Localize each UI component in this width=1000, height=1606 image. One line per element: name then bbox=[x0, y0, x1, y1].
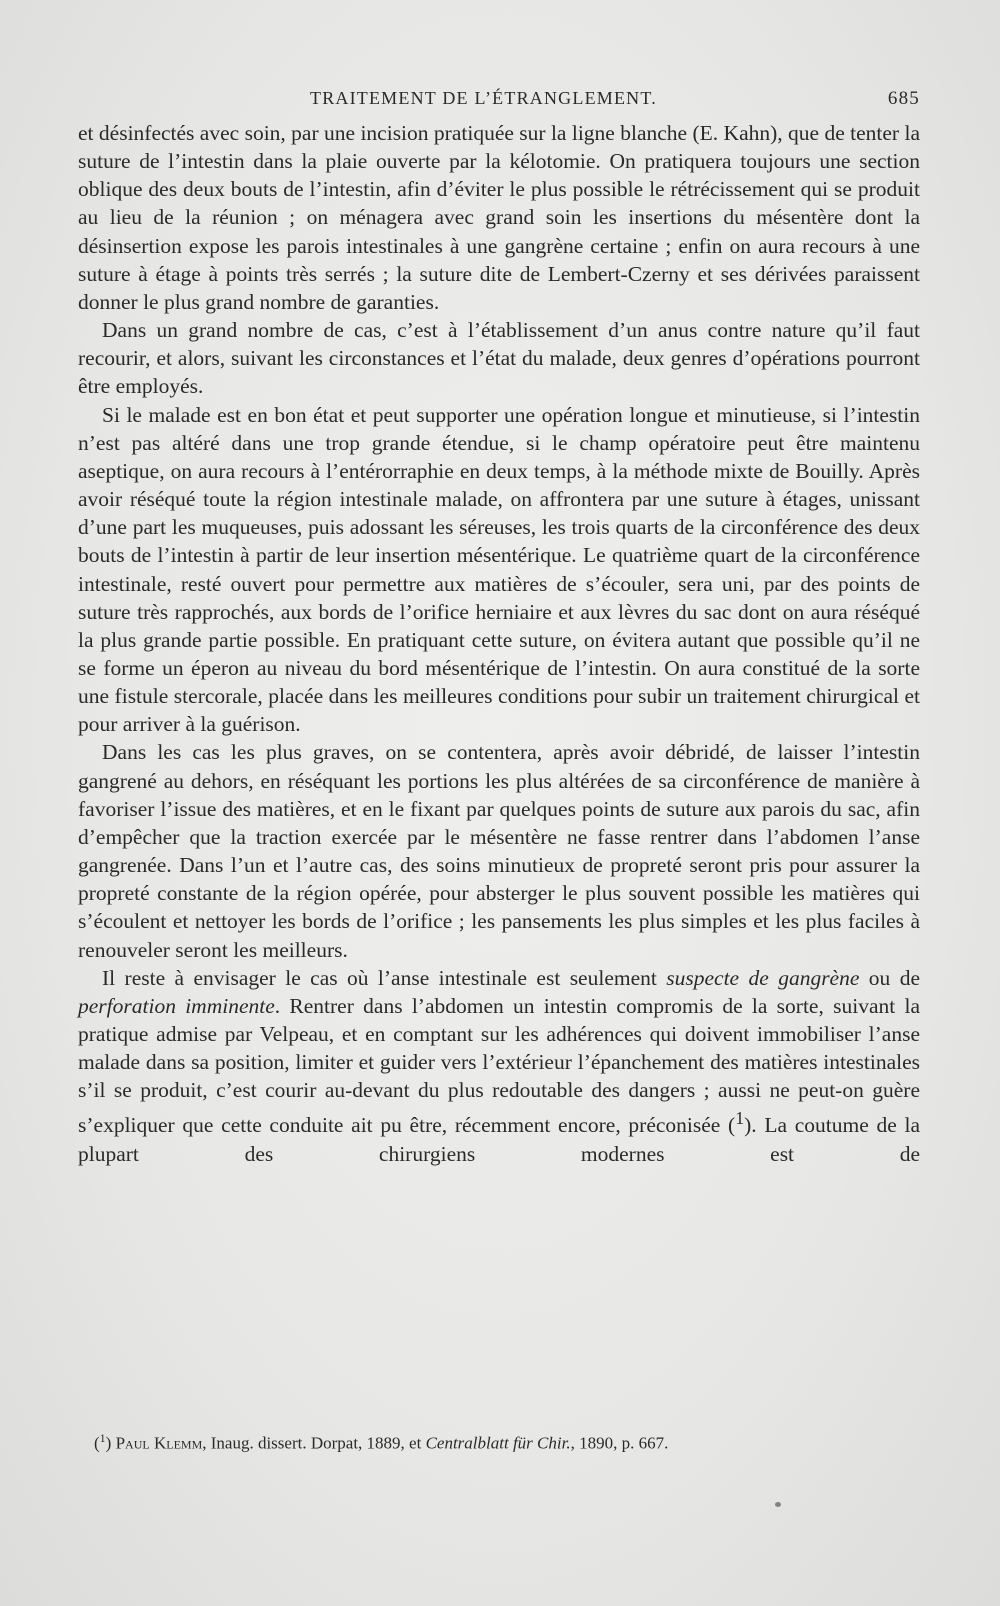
footnote-author: Paul Klemm bbox=[115, 1433, 203, 1453]
text-run: Il reste à envisager le cas où l’anse intestinale est seulement bbox=[102, 965, 667, 990]
page-header bbox=[78, 88, 920, 116]
text-run: ou de bbox=[859, 965, 920, 990]
footnote-journal: Centralblatt für Chir. bbox=[425, 1433, 571, 1453]
ink-spot bbox=[775, 1502, 781, 1507]
body-text bbox=[78, 119, 920, 1168]
text-run: . Rentrer dans l’abdomen un intestin compromis de la sorte, suivant la pratique admise par Velpeau, et en comptant sur les adhérences qui doivent immobiliser l’anse malade dans sa position, limiter et guider vers l’extérieur l’épanchement des matières intestinales s’il se produit, c’est courir au-devant du plus redoutable des dangers ; aussi ne peut-on guère s’expliquer que cette conduite ait pu être, récemment encore, préconisée ( bbox=[78, 993, 920, 1138]
running-title: TRAITEMENT DE L’ÉTRANGLEMENT. bbox=[310, 88, 657, 108]
paragraph-continuation: et désinfectés avec soin, par une incision pratiquée sur la ligne blanche (E. Kahn), que de tenter la suture de l’intestin dans la plaie ouverte par la kélotomie. On pratiquera toujours une section oblique des deux bouts de l’intestin, afin d’éviter le plus possible le rétrécissement qui se produit au lieu de la réunion ; on ménagera avec grand soin les insertions du mésentère dont la désinsertion expose les parois intestinales à une gangrène certaine ; enfin on aura recours à une suture à étage à points très serrés ; la suture dite de Lembert-Czerny et ses dérivées paraissent donner le plus grand nombre de garanties. bbox=[78, 121, 920, 314]
footnote-text-end: , 1890, p. 667. bbox=[570, 1433, 669, 1453]
footnote-text: , Inaug. dissert. Dorpat, 1889, et bbox=[202, 1433, 426, 1453]
page-number: 685 bbox=[887, 88, 920, 109]
italic-phrase: suspecte de gangrène bbox=[666, 965, 860, 990]
paragraph-last bbox=[78, 964, 920, 1168]
footnote-reference: 1 bbox=[735, 1108, 745, 1129]
italic-phrase: perforation imminente bbox=[78, 993, 275, 1018]
footnote: ($^1$) Paul Klemm, Inaug. dissert. Dorpat, 1889, et Centralblatt für Chir., 1890, p. 667. bbox=[94, 1431, 669, 1453]
footnote-marker: 1 bbox=[99, 1431, 106, 1445]
paragraph: Si le malade est en bon état et peut supporter une opération longue et minutieuse, si l’intestin n’est pas altéré dans une trop grande étendue, si le champ opératoire peut être maintenu aseptique, on aura recours à l’entérorraphie en deux temps, à la méthode mixte de Bouilly. Après avoir réséqué toute la région intestinale malade, on affrontera par une suture à étages, unissant d’une part les muqueuses, puis adossant les séreuses, les trois quarts de la circonférence des deux bouts de l’intestin à partir de leur insertion mésentérique. Le quatrième quart de la circonférence intestinale, resté ouvert pour permettre aux matières de s’écouler, sera uni, par des points de suture très rapprochés, aux bords de l’orifice herniaire et aux lèvres du sac dont on aura réséqué la plus grande partie possible. En pratiquant cette suture, on évitera autant que possible qu’il ne se forme un éperon au niveau du bord mésentérique de l’intestin. On aura constitué de la sorte une fistule stercorale, placée dans les meilleures conditions pour subir un traitement chirurgical et pour arriver à la guérison. bbox=[78, 402, 920, 737]
text-run: ). La coutume de la plupart des chirurgiens modernes est de bbox=[78, 1113, 920, 1166]
paragraph: Dans les cas les plus graves, on se contentera, après avoir débridé, de laisser l’intestin gangrené au dehors, en réséquant les portions les plus altérées de sa circonférence de manière à favoriser l’issue des matières, et en le fixant par quelques points de suture aux parois du sac, afin d’empêcher que la traction exercée par le mésentère ne fasse rentrer dans l’abdomen l’anse gangrenée. Dans l’un et l’autre cas, des soins minutieux de propreté seront pris pour assurer la propreté constante de la région opérée, pour absterger le plus souvent possible les matières qui s’écoulent et nettoyer les bords de l’orifice ; les pansements les plus simples et les plus faciles à renouveler seront les meilleurs. bbox=[78, 740, 920, 962]
paragraph: Dans un grand nombre de cas, c’est à l’établissement d’un anus contre nature qu’il faut recourir, et alors, suivant les circonstances et l’état du malade, deux genres d’opérations pourront être employés. bbox=[78, 318, 920, 399]
